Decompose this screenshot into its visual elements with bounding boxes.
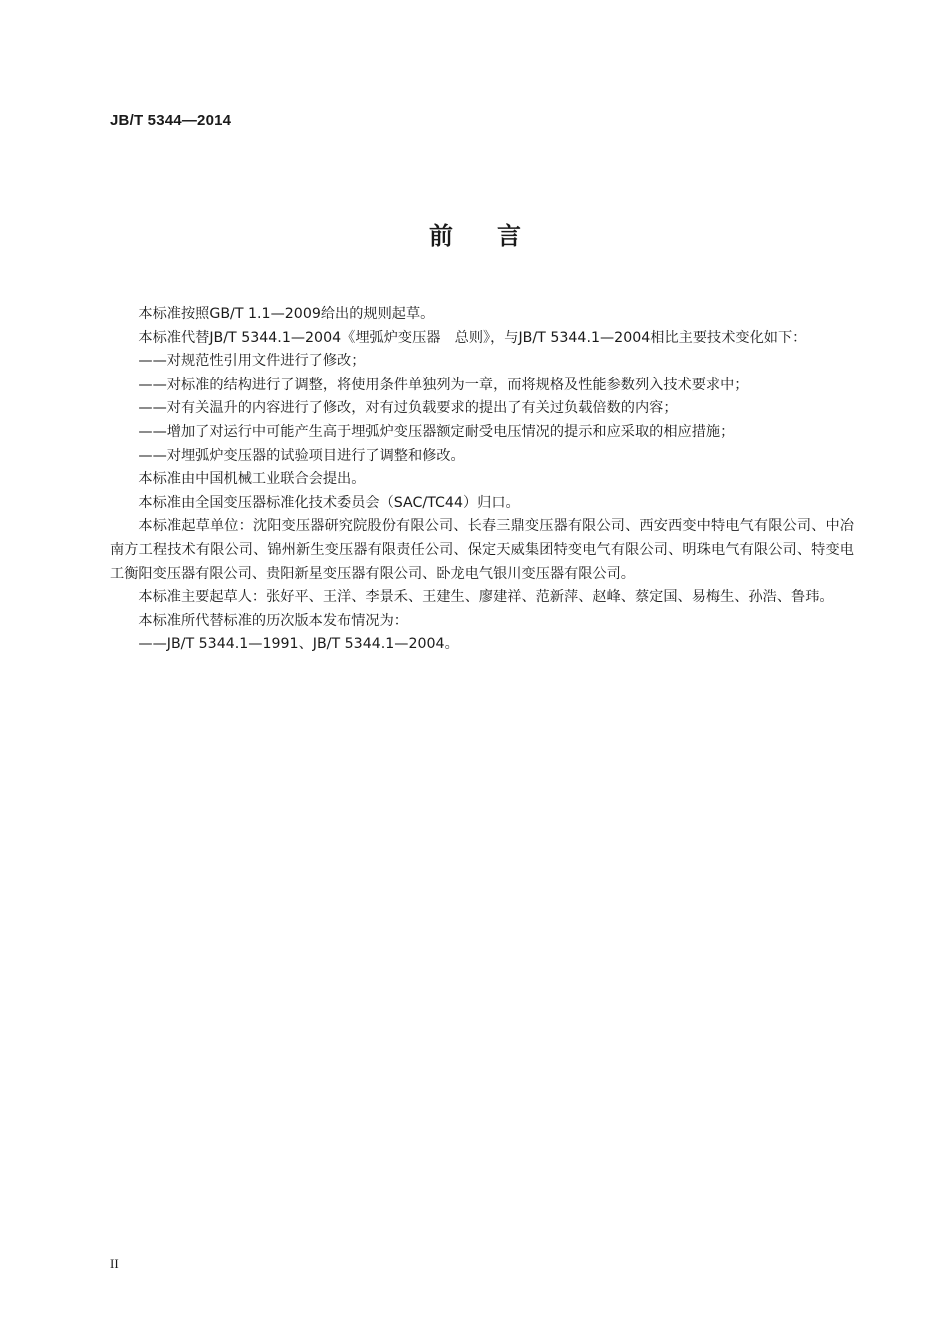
change-item: ——对标准的结构进行了调整，将使用条件单独列为一章，而将规格及性能参数列入技术要求中； (138, 376, 749, 393)
document-code: JB/T 5344—2014 (110, 112, 232, 129)
page-title: 前言 (429, 222, 565, 250)
change-item: ——增加了对运行中可能产生高于埋弧炉变压器额定耐受电压情况的提示和应采取的相应措施； (138, 423, 735, 440)
change-item: ——对有关温升的内容进行了修改，对有过负载要求的提出了有关过负载倍数的内容； (138, 400, 678, 417)
paragraph-administrator: 本标准由全国变压器标准化技术委员会（SAC/TC44）归口。 (138, 494, 520, 511)
paragraph-drafters: 本标准主要起草人：张好平、王洋、李景禾、王建生、廖建祥、范新萍、赵峰、蔡定国、易梅生、孙浩、鲁玮。 (138, 589, 834, 606)
paragraph-drafting-rules: 本标准按照GB/T 1.1—2009给出的规则起草。 (138, 306, 435, 322)
change-item: ——对规范性引用文件进行了修改； (138, 353, 366, 370)
paragraph-history-intro: 本标准所代替标准的历次版本发布情况为： (138, 612, 408, 629)
paragraph-proposer: 本标准由中国机械工业联合会提出。 (138, 471, 366, 488)
history-item: ——JB/T 5344.1—1991、JB/T 5344.1—2004。 (138, 636, 459, 653)
foreword-body (110, 303, 854, 657)
paragraph-drafting-units: 本标准起草单位：沈阳变压器研究院股份有限公司、长春三鼎变压器有限公司、西安西变中特电气有限公司、中冶南方工程技术有限公司、锦州新生变压器有限责任公司、保定天威集团特变电气有限公司、明珠电气有限公司、特变电工衡阳变压器有限公司、贵阳新星变压器有限公司、卧龙电气银川变压器有限公司。 (110, 518, 854, 582)
change-item: ——对埋弧炉变压器的试验项目进行了调整和修改。 (138, 447, 465, 464)
page-number: II (110, 1256, 119, 1271)
paragraph-replacement: 本标准代替JB/T 5344.1—2004《埋弧炉变压器 总则》，与JB/T 5344.1—2004相比主要技术变化如下： (138, 329, 807, 346)
